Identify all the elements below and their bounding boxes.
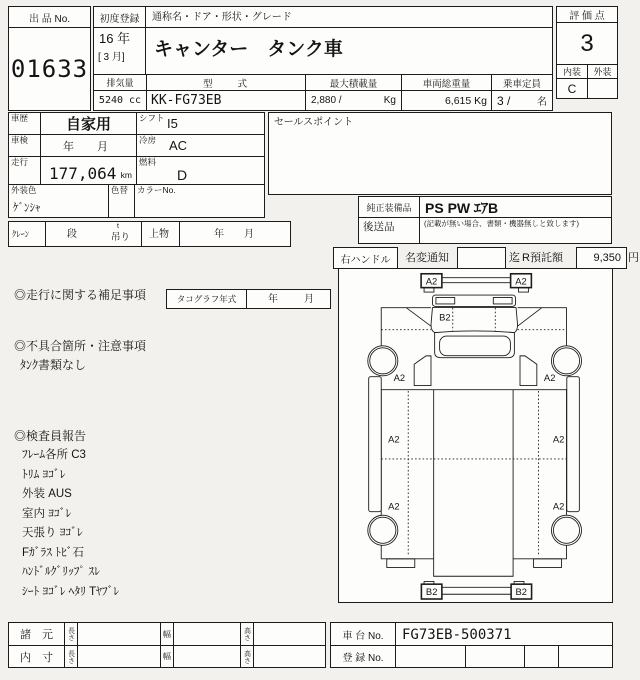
crane-ton-label: t <box>117 223 119 230</box>
first-reg-month: [ 3 月] <box>98 52 125 63</box>
inspector-item: ﾄﾘﾑ ﾖｺﾞﾚ <box>22 469 66 481</box>
damage-mark: B2 <box>439 311 451 323</box>
empty-cell <box>465 645 525 668</box>
empty-cell <box>77 622 161 646</box>
mileage-unit: km <box>120 170 132 181</box>
sales-point-box <box>268 112 612 195</box>
vehicle-name-value <box>145 27 553 75</box>
damage-mark: A2 <box>552 433 565 445</box>
color-no-label: カラーNo. <box>137 185 176 195</box>
crane-divider-2 <box>141 222 142 246</box>
inspector-item: ｼｰﾄ ﾖｺﾞﾚ ﾍﾀﾘ Tﾔﾌﾞﾚ <box>22 586 120 598</box>
color-no-cell <box>134 184 265 218</box>
history-value: 自家用 <box>40 112 137 135</box>
max-load-value <box>305 90 402 111</box>
chassis-no-value: FG73EB-500371 <box>402 627 512 643</box>
ac-value: AC <box>169 138 188 153</box>
mileage-value: 177,064 <box>49 164 117 183</box>
first-reg-year: 16 年 <box>99 31 131 46</box>
ac-cell <box>136 134 265 157</box>
exterior-color-value: ｹﾞﾝｼｬ <box>13 202 41 214</box>
empty-cell <box>558 645 613 668</box>
vehicle-name-header <box>145 6 553 28</box>
width-label-cell: 幅 <box>160 645 174 668</box>
capacity-header: 乗車定員 <box>491 74 553 91</box>
damage-mark: A2 <box>388 433 400 445</box>
fuel-value: D <box>177 167 188 183</box>
mud-flap-left <box>387 559 415 568</box>
steering-side-badge: 右ハンドル <box>333 247 398 269</box>
mud-flap-right <box>534 559 562 568</box>
crane-stages-label: 段 <box>67 229 77 240</box>
later-items-note: (記載が無い場合、書類・機器無しと致します) <box>424 219 579 228</box>
headlight-right <box>493 298 512 304</box>
shift-value: I5 <box>167 116 178 131</box>
tachograph-value: 年 月 <box>268 294 322 305</box>
tachograph-value-cell <box>246 289 331 309</box>
recycle-deposit-label: R預託額 <box>522 252 563 264</box>
lot-no-value: 01633 <box>8 27 91 111</box>
side-rail-right <box>567 377 580 512</box>
name-change-label: 名変通知 <box>405 252 449 264</box>
displacement-value: 5240 cc <box>93 90 147 111</box>
wheel-rear-left <box>368 515 398 545</box>
empty-cell <box>173 622 241 646</box>
damage-mark: B2 <box>425 586 438 598</box>
step-panel-right <box>520 356 537 386</box>
side-rail-left <box>369 377 382 512</box>
vehicle-name-header-label: 通称名・ドア・形状・グレード <box>152 12 292 23</box>
height-label-cell <box>240 622 254 646</box>
oem-equipment-value: PS PW ｴｱB <box>425 200 499 216</box>
defect-item: ﾀﾝｸ書類なし <box>20 358 87 372</box>
defects-heading: ◎不具合箇所・注意事項 <box>14 339 147 353</box>
inspection-label-cell <box>8 134 41 157</box>
damage-diagram-box <box>338 268 613 603</box>
first-registration-header: 初度登録 <box>93 6 146 28</box>
length-label-cell <box>64 622 78 646</box>
empty-cell <box>173 645 241 668</box>
recolor-label: 色替 <box>111 185 129 195</box>
recycle-deposit-cell <box>576 247 627 269</box>
height-label-cell <box>240 645 254 668</box>
sales-point-label: セールスポイント <box>274 117 354 128</box>
max-load-number: 2,880 / <box>311 95 342 106</box>
wheel-front-right <box>551 346 581 376</box>
front-bumper <box>432 295 515 306</box>
fuel-label: 燃料 <box>139 157 157 167</box>
model-code: KK-FG73EB <box>151 93 222 108</box>
mileage-value-cell <box>40 156 137 185</box>
windshield-inner <box>440 336 511 356</box>
damage-mark: A2 <box>388 500 400 512</box>
inspector-item: 天張り ﾖｺﾞﾚ <box>22 527 83 539</box>
exterior-color-cell <box>8 184 109 218</box>
crane-row <box>8 221 291 247</box>
capacity-number: 3 / <box>497 93 511 108</box>
fuel-cell <box>136 156 265 185</box>
damage-mark: A2 <box>552 500 565 512</box>
windshield-outer <box>435 331 515 358</box>
later-items-value-cell <box>419 217 612 244</box>
crane-label: ｸﾚｰﾝ <box>12 229 30 239</box>
inspector-item: Fｶﾞﾗｽ ﾄﾋﾞ石 <box>22 547 84 559</box>
body-crease-left <box>406 308 431 326</box>
length-label: 長さ <box>67 627 75 641</box>
lot-no-header: 出 品 No. <box>8 6 91 28</box>
oem-equipment-value-cell <box>419 196 612 218</box>
empty-cell <box>253 622 326 646</box>
tachograph-label: タコグラフ年式 <box>166 289 247 309</box>
gross-weight-value <box>401 90 492 111</box>
cab-side-left <box>431 307 435 332</box>
damage-mark: B2 <box>515 586 528 598</box>
max-load-header: 最大積載量 <box>305 74 402 91</box>
history-label-cell <box>8 112 41 135</box>
score-value: 3 <box>556 22 618 65</box>
ac-label: 冷房 <box>139 135 157 145</box>
empty-cell <box>77 645 161 668</box>
headlight-left <box>436 298 455 304</box>
upper-body-label: 上物 <box>149 229 169 240</box>
upper-body-date: 年 月 <box>214 229 254 240</box>
inspector-item: ﾊﾝﾄﾞﾙｸﾞﾘｯﾌﾟ ｽﾚ <box>22 566 100 578</box>
registration-no-label: 登 録 No. <box>330 645 396 668</box>
inspector-item: 室内 ﾖｺﾞﾚ <box>22 508 72 520</box>
inspector-item: 外装 AUS <box>22 488 72 500</box>
vehicle-name: キャンター タンク車 <box>154 39 343 60</box>
height-label: 高さ <box>243 627 251 641</box>
model-code-header: 型 式 <box>146 74 306 91</box>
mileage-note-heading: ◎走行に関する補足事項 <box>14 288 147 302</box>
until-label: 迄 <box>509 252 520 264</box>
specs-row-label: 諸 元 <box>8 622 65 646</box>
later-items-label: 後送品 <box>363 221 395 233</box>
interior-grade-header: 内装 <box>556 64 588 79</box>
damage-mark: A2 <box>393 372 406 384</box>
exterior-grade-header: 外装 <box>587 64 618 79</box>
inspection-value: 年 月 <box>40 134 137 157</box>
chassis-no-label: 車 台 No. <box>330 622 396 646</box>
history-label: 車歴 <box>11 113 29 123</box>
recycle-deposit-value: 9,350 <box>593 252 621 264</box>
step-panel-left <box>414 356 431 386</box>
inspector-item: ﾌﾚｰﾑ各所 C3 <box>22 449 86 461</box>
exterior-color-label: 外装色 <box>11 185 37 195</box>
name-change-date-cell <box>457 247 506 269</box>
body-crease-right <box>518 308 542 326</box>
mileage-label: 走行 <box>11 157 29 167</box>
crane-lift-label: 吊り <box>111 232 131 243</box>
yen-label: 円 <box>628 252 639 264</box>
interior-grade-value: C <box>556 78 588 99</box>
damage-mark: A2 <box>543 372 556 384</box>
damage-mark: A2 <box>425 275 438 287</box>
inspection-label: 車検 <box>11 135 29 145</box>
empty-cell <box>395 645 466 668</box>
width-label-cell: 幅 <box>160 622 174 646</box>
oem-equipment-label: 純正装備品 <box>358 196 420 218</box>
crane-divider-1 <box>45 222 46 246</box>
recolor-cell <box>108 184 135 218</box>
empty-cell <box>524 645 559 668</box>
height-label: 高さ <box>243 649 251 664</box>
shift-label: シフト <box>139 113 165 123</box>
shift-cell <box>136 112 265 135</box>
vehicle-diagram <box>339 269 612 602</box>
wheel-rear-right <box>551 515 581 545</box>
capacity-unit: 名 <box>537 97 547 108</box>
inspector-report-heading: ◎検査員報告 <box>14 429 87 443</box>
later-items-label-cell <box>358 217 420 244</box>
length-label: 長さ <box>67 649 75 664</box>
max-load-unit: Kg <box>383 95 396 106</box>
score-header: 評 価 点 <box>556 6 618 23</box>
mileage-label-cell <box>8 156 41 185</box>
length-label-cell <box>64 645 78 668</box>
capacity-value <box>491 90 553 111</box>
empty-cell <box>253 645 326 668</box>
cab-side-right <box>514 307 517 332</box>
chassis-no-cell <box>395 622 613 646</box>
exterior-grade-value <box>587 78 618 99</box>
gross-weight-header: 車両総重量 <box>401 74 492 91</box>
gross-weight: 6,615 Kg <box>444 95 487 107</box>
tank-center-section <box>434 390 513 577</box>
first-registration-value <box>93 27 146 75</box>
displacement-header: 排気量 <box>93 74 147 91</box>
model-code-value <box>146 90 306 111</box>
inner-dims-row-label: 内 寸 <box>8 645 65 668</box>
crane-divider-3 <box>179 222 180 246</box>
damage-mark: A2 <box>515 275 527 287</box>
